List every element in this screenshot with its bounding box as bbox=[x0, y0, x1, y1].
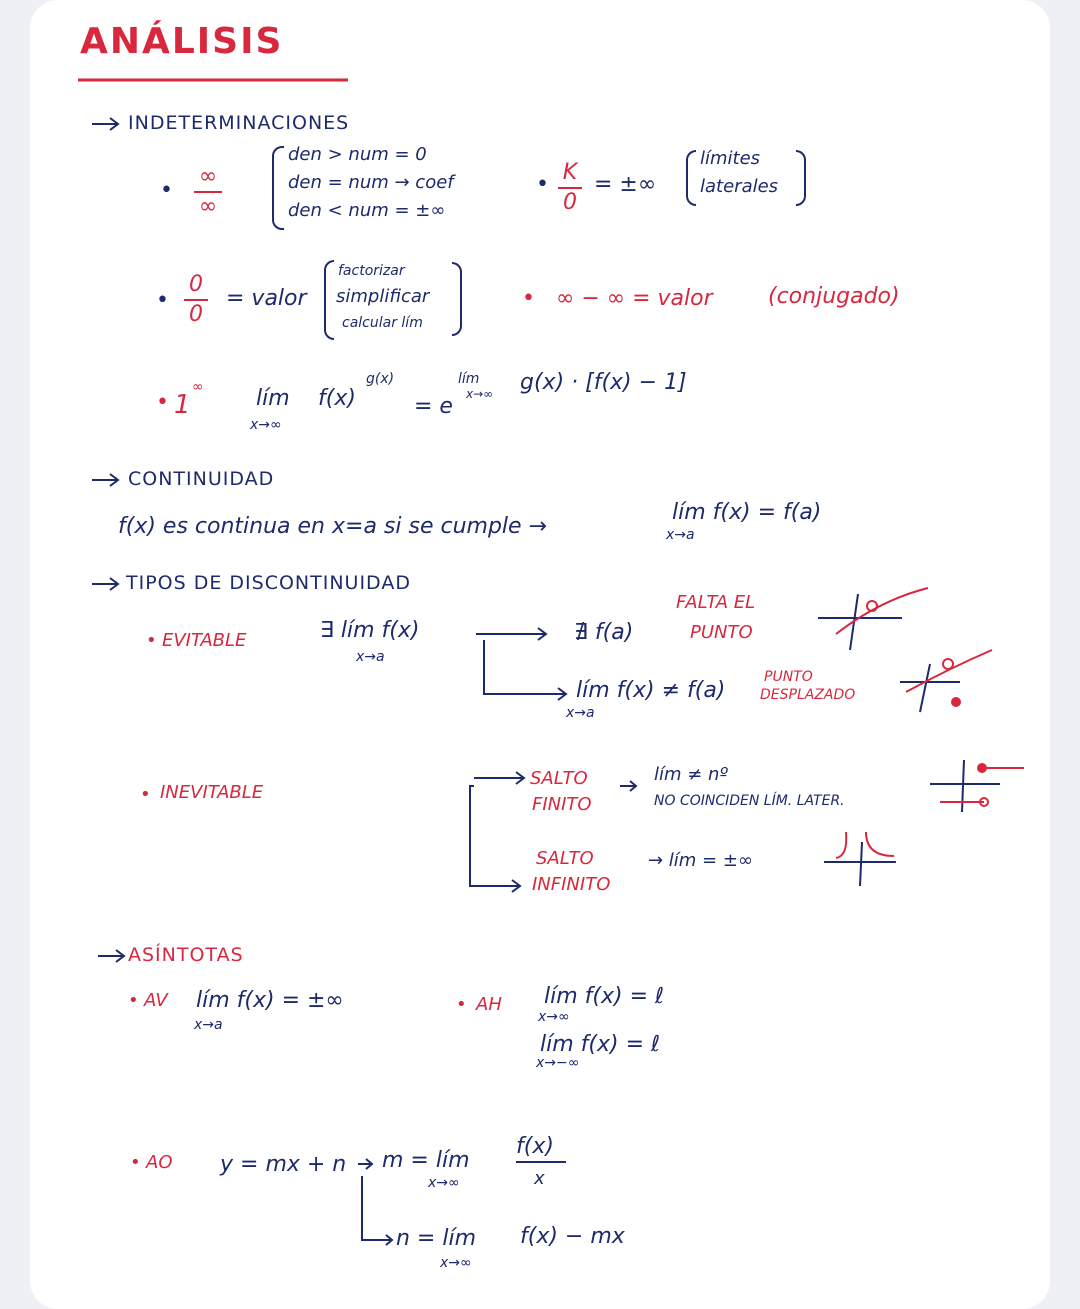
evitable-cond: ∃ lím f(x) bbox=[320, 618, 420, 643]
av-label: AV bbox=[144, 990, 168, 1011]
ao-equation: y = mx + n bbox=[220, 1152, 347, 1177]
branch-arrow bbox=[358, 1159, 372, 1169]
brace bbox=[452, 262, 462, 336]
n-lim-sub: x→∞ bbox=[440, 1255, 472, 1271]
one-inf-fx: f(x) bbox=[318, 386, 356, 411]
bullet: • bbox=[160, 178, 173, 203]
fraction-numerator: ∞ bbox=[198, 164, 218, 189]
paren bbox=[686, 150, 696, 206]
displaced-note-2: DESPLAZADO bbox=[760, 687, 856, 703]
infinite-jump-desc: → lím = ±∞ bbox=[648, 850, 753, 871]
inf-minus-inf: ∞ − ∞ = valor bbox=[556, 286, 713, 311]
n-rhs: f(x) − mx bbox=[520, 1224, 625, 1249]
missing-point-sketch bbox=[818, 588, 928, 650]
fraction-denominator: 0 bbox=[563, 190, 577, 215]
section-heading-continuidad: CONTINUIDAD bbox=[128, 468, 275, 490]
n-equation: n = lím bbox=[396, 1226, 477, 1251]
inf-minus-note: (conjugado) bbox=[768, 284, 900, 309]
inf-case-1: den > num = 0 bbox=[288, 144, 427, 165]
bullet: • bbox=[140, 784, 151, 805]
one-inf-lim: lím bbox=[256, 386, 290, 411]
inf-case-3: den < num = ±∞ bbox=[288, 200, 446, 221]
inevitable-label: INEVITABLE bbox=[160, 782, 264, 803]
evitable-cond-sub: x→a bbox=[356, 649, 385, 665]
fraction-denominator: ∞ bbox=[198, 194, 218, 219]
k-note-line1: límites bbox=[700, 148, 761, 169]
av-lim: lím f(x) = ±∞ bbox=[196, 988, 344, 1013]
arrow-icon bbox=[620, 781, 636, 791]
inf-over-inf bbox=[194, 166, 222, 218]
one-inf-eq: = e bbox=[414, 394, 453, 419]
arrow-icon bbox=[92, 578, 118, 590]
ah-lim-1: lím f(x) = ℓ bbox=[544, 984, 665, 1009]
fraction-numerator: K bbox=[562, 160, 578, 185]
bullet: • bbox=[156, 288, 169, 313]
one-inf-exp-sub: x→∞ bbox=[466, 387, 494, 401]
branch-arrow bbox=[484, 640, 566, 700]
evitable-case-2-sub: x→a bbox=[566, 705, 595, 721]
infinite-jump-1: SALTO bbox=[536, 848, 594, 869]
finite-jump-2: FINITO bbox=[532, 794, 592, 815]
m-lim-sub: x→∞ bbox=[428, 1175, 460, 1191]
arrow-icon bbox=[92, 474, 118, 486]
branch-arrow bbox=[362, 1176, 392, 1245]
infinite-jump-sketch bbox=[824, 832, 896, 886]
continuity-text: f(x) es continua en x=a si se cumple → bbox=[118, 514, 547, 539]
bullet: • bbox=[536, 172, 549, 197]
bullet: • bbox=[146, 630, 157, 651]
continuity-lim: lím f(x) = f(a) bbox=[672, 500, 822, 525]
bullet: • bbox=[156, 390, 169, 415]
m-equation: m = lím bbox=[382, 1148, 470, 1173]
displaced-point-sketch bbox=[900, 650, 992, 712]
inf-case-2: den = num → coef bbox=[288, 172, 454, 193]
arrow-icon bbox=[98, 950, 124, 962]
ah-lim-2-sub: x→−∞ bbox=[536, 1055, 580, 1071]
finite-jump-desc-2: NO COINCIDEN LÍM. LATER. bbox=[654, 793, 845, 809]
zero-step-1: factorizar bbox=[338, 263, 405, 279]
zero-step-2: simplificar bbox=[336, 286, 430, 307]
one-inf-base: 1 bbox=[174, 390, 191, 420]
infinite-jump-2: INFINITO bbox=[532, 874, 611, 895]
fraction-denominator: 0 bbox=[189, 302, 203, 327]
m-numerator: f(x) bbox=[516, 1134, 554, 1159]
one-inf-exp-lim: lím bbox=[458, 371, 480, 387]
section-heading-asintotas: ASÍNTOTAS bbox=[128, 944, 244, 966]
ao-label: AO bbox=[146, 1152, 173, 1173]
section-heading-tipos: TIPOS DE DISCONTINUIDAD bbox=[126, 572, 411, 594]
ah-label: AH bbox=[476, 994, 502, 1015]
branch-arrow bbox=[470, 786, 520, 892]
branch-arrow bbox=[474, 772, 524, 784]
ah-lim-1-sub: x→∞ bbox=[538, 1009, 570, 1025]
zero-step-3: calcular lím bbox=[342, 315, 423, 331]
brace bbox=[272, 146, 284, 230]
missing-point-note-1: FALTA EL bbox=[676, 592, 756, 613]
finite-jump-sketch bbox=[930, 760, 1024, 812]
m-denominator: x bbox=[534, 1168, 545, 1189]
bullet: • bbox=[130, 1152, 141, 1173]
bullet: • bbox=[522, 286, 535, 311]
missing-point-note-2: PUNTO bbox=[690, 622, 753, 643]
page-title: ANÁLISIS bbox=[80, 21, 284, 62]
zero-result: = valor bbox=[226, 286, 307, 311]
arrow-icon bbox=[92, 118, 118, 130]
one-inf-exponent: ∞ bbox=[192, 379, 204, 395]
finite-jump-1: SALTO bbox=[530, 768, 588, 789]
k-note-line2: laterales bbox=[700, 176, 779, 197]
brace bbox=[324, 260, 334, 340]
one-inf-rhs: g(x) · [f(x) − 1] bbox=[520, 370, 687, 395]
displaced-note-1: PUNTO bbox=[764, 669, 813, 685]
fraction-numerator: 0 bbox=[189, 272, 203, 297]
evitable-case-2: lím f(x) ≠ f(a) bbox=[576, 678, 726, 703]
k-over-zero bbox=[558, 162, 582, 214]
continuity-lim-sub: x→a bbox=[666, 527, 695, 543]
bullet: • bbox=[456, 994, 467, 1015]
k-result: = ±∞ bbox=[594, 172, 657, 197]
ah-lim-2: lím f(x) = ℓ bbox=[540, 1032, 661, 1057]
section-heading-indeterminaciones: INDETERMINACIONES bbox=[128, 112, 350, 134]
zero-over-zero bbox=[184, 274, 208, 326]
bullet: • bbox=[128, 990, 139, 1011]
one-inf-gx: g(x) bbox=[366, 371, 395, 387]
branch-arrow bbox=[476, 628, 546, 640]
finite-jump-desc-1: lím ≠ nº bbox=[654, 764, 728, 785]
one-inf-lim-sub: x→∞ bbox=[250, 417, 282, 433]
paren bbox=[796, 150, 806, 206]
av-lim-sub: x→a bbox=[194, 1017, 223, 1033]
evitable-case-1: ∄ f(a) bbox=[574, 620, 634, 645]
evitable-label: EVITABLE bbox=[162, 630, 247, 651]
